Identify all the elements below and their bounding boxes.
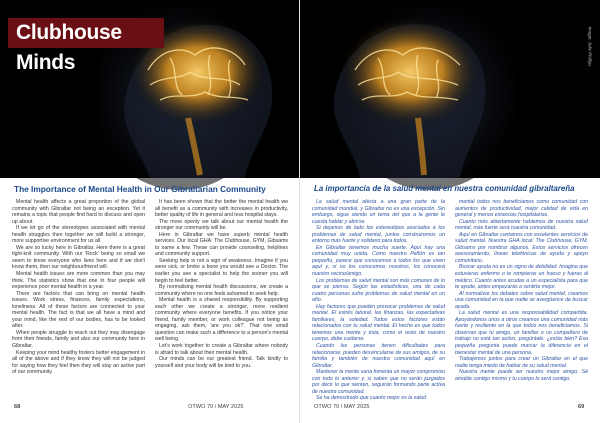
page-number: 69: [578, 404, 585, 410]
english-column-1: [12, 199, 145, 395]
paragraph: Mental health is a shared responsibility. By supporting each other we create a stronger, more resilient community where everyone benefits. If you notice your friend, family member, or work colleague not being as engaging, ask them, 'are you ok?'. That one small question can make such a difference to a person's mental well being.: [155, 297, 288, 343]
right-page-footer: [300, 401, 600, 413]
left-brain-photo: [0, 0, 300, 178]
paragraph: Keeping your mind healthy fosters better engagement in all of the above and if they know they will not be judged for saying how they feel then they will stay an active part of our community.: [12, 349, 145, 376]
paragraph: Nuestra mente puede ser nuestro mejor amigo. Sé amable contigo mismo y tu cuerpo lo será contigo.: [455, 369, 588, 382]
paragraph: Los problemas de salud mental son más comunes de lo que se piensa. Según las estadísticas, una de cada cuatro personas sufre problemas de salud mental en un año.: [312, 277, 445, 304]
spanish-column-1: [312, 199, 445, 402]
english-column-2: [155, 199, 288, 395]
paragraph: Trabajemos juntos para crear un Gibraltar en el que nadie tenga miedo de hablar de su salud mental.: [455, 356, 588, 369]
paragraph: Se ha demostrado que cuanto mejor es la salud: [316, 395, 427, 402]
paragraph: En Gibraltar tenemos mucha suerte. Aquí hay una comunidad muy unida. Como nuestro Peñón es tan pequeño, parece que conocemos a todos los que viven aquí y, si no los conocemos nosotros, los conocerá nuestro vecino/amigo.: [312, 244, 445, 278]
paragraph: mental todos nos beneficiamos como comunidad con aumentos de productividad, mejor calidad de vida en general y menos estancias hospitalarias.: [455, 199, 588, 219]
spanish-column-2: [455, 199, 588, 395]
paragraph: Seeking help is not a sign of weakness. Imagine if you were sick, or broke a bone you would see a Doctor. The earlier you see a specialist to help the sooner you will begin to feel better.: [155, 257, 288, 284]
paragraph: There are factors that can bring on mental health issues. Work stress, finances, family expectations, loneliness. All of these factors are connected to your mental health. The fact is that we all have a mind and your mind, like the rest of our bodies, has to be looked after.: [12, 290, 145, 330]
page-number: 68: [14, 404, 21, 410]
paragraph: If we let go of the stereotypes associated with mental health struggles then together we will build a stronger, more supportive environment for us all.: [12, 225, 145, 245]
right-brain-photo: [300, 0, 600, 178]
paragraph: Aquí en Gibraltar contamos con excelentes servicios de salud mental. Nuestra GHA local: The Clubhouse, GYM, Gibsams por nombrar algunos. Estos servicios ofrecen asesoramiento, líneas telefónicas de ayuda y apoyo comunitario.: [455, 231, 588, 264]
paragraph: La salud mental es una responsabilidad compartida. Apoyándonos unos a otros creamos una comunidad más fuerte y resiliente en la que todos nos beneficiamos. Si observas que tu amigo, un familiar o un compañero de trabajo no está tan activo, pregúntale: ¿estás bien? Esa pequeña pregunta puede marcar la diferencia en el bienestar mental de una persona.: [455, 310, 588, 356]
paragraph: Our minds can be our greatest friend. Talk kindly to yourself and your body will be kind to you.: [155, 356, 288, 369]
paragraph: Mental health affects a great proportion of the global community with Gibraltar not being an exception. Yet it remains a topic that people find hard to discuss and open up about.: [12, 199, 145, 225]
paragraph: Mantener la mente sana fomenta un mayor compromiso con todo lo anterior y, si saben que no serán juzgados por decir lo que sienten, seguirán formando parte activa de nuestra comunidad.: [312, 369, 445, 395]
issue-label: OTWO 70 / MAY 2025: [314, 404, 370, 410]
paragraph: The more openly we talk about our mental health the stronger our community will be.: [155, 218, 288, 232]
paragraph: Mental health issues are more common than you may think. The statistics show that one in four people will experience poor mental health in a year.: [12, 271, 145, 291]
paragraph: Cuanto más abiertamente hablemos de nuestra salud mental, más fuerte será nuestra comunidad.: [455, 218, 588, 232]
paragraph: We are so lucky here in Gibraltar. Here there is a great tight-knit community. With our 'Rock' being so small we seem to know everyone who lives here and if we don't know them, then our neighbour/friend will.: [12, 244, 145, 271]
right-page: [300, 0, 600, 423]
spanish-article-body: [312, 199, 588, 402]
paragraph: La salud mental afecta a una gran parte de la comunidad mundial, y Gibraltar no es una excepción. Sin embargo, sigue siendo un tema del que a la gente le cuesta hablar y abrirse.: [312, 199, 445, 225]
paragraph: By normalising mental health discussions, we create a community where no one feels ashamed to seek help.: [155, 284, 288, 297]
article-headline-spanish: La importancia de la salud mental en nuestra comunidad gibraltareña: [314, 184, 575, 193]
masthead-title: Clubhouse Minds: [8, 18, 164, 48]
paragraph: When people struggle to reach out they may disengage from their friends, family and also our community here in Gibraltar.: [12, 329, 145, 350]
article-headline-english: The Importance of Mental Health in Our Gibraltarian Community: [14, 184, 266, 194]
paragraph: Al normalizar los debates sobre salud mental, creamos una comunidad en la que nadie se avergüence de buscar ayuda.: [455, 290, 588, 310]
left-page-footer: [0, 401, 300, 413]
paragraph: It has been shown that the better the mental health we all benefit as a community with increases in productivity, better quality of life in general and less hospital stays.: [155, 199, 288, 219]
brain-illustration-right: [300, 0, 600, 178]
paragraph: Buscar ayuda no es un signo de debilidad. Imagina que estuvieras enfermo o te rompieras un hueso y fueras al médico. Cuanto antes acudas a un especialista para que te ayude, antes empezarás a sentirte mejor.: [455, 264, 588, 291]
paragraph: Let's work together to create a Gibraltar where nobody is afraid to talk about their mental health.: [155, 343, 288, 356]
issue-label: OTWO 70 / MAY 2025: [188, 404, 244, 410]
paragraph: Hay factores que pueden provocar problemas de salud mental. El estrés laboral, las finanzas, las expectativas familiares, la soledad. Todos estos factores están relacionados con tu salud mental. El hecho es que todos tenemos una mente y ésta, como el resto de nuestro cuerpo, debe cuidarse.: [312, 303, 445, 343]
photo-credit: Image: Julie Phillips: [587, 26, 593, 67]
english-article-body: [12, 199, 288, 395]
paragraph: Cuando las personas tienen dificultades para relacionarse, pueden desvincularse de sus amigos, de su familia y también de nuestra comunidad aquí en Gibraltar.: [312, 343, 445, 369]
paragraph: Here in Gibraltar we have superb mental health services. Our local GHA: The Clubhouse, GYM, Gibsams to name a few. These can provide counseling, helplines and community support.: [155, 231, 288, 258]
paragraph: Si dejamos de lado los estereotipos asociados a los problemas de salud mental, juntos construiremos un entorno más fuerte y solidario para todos.: [312, 225, 445, 245]
